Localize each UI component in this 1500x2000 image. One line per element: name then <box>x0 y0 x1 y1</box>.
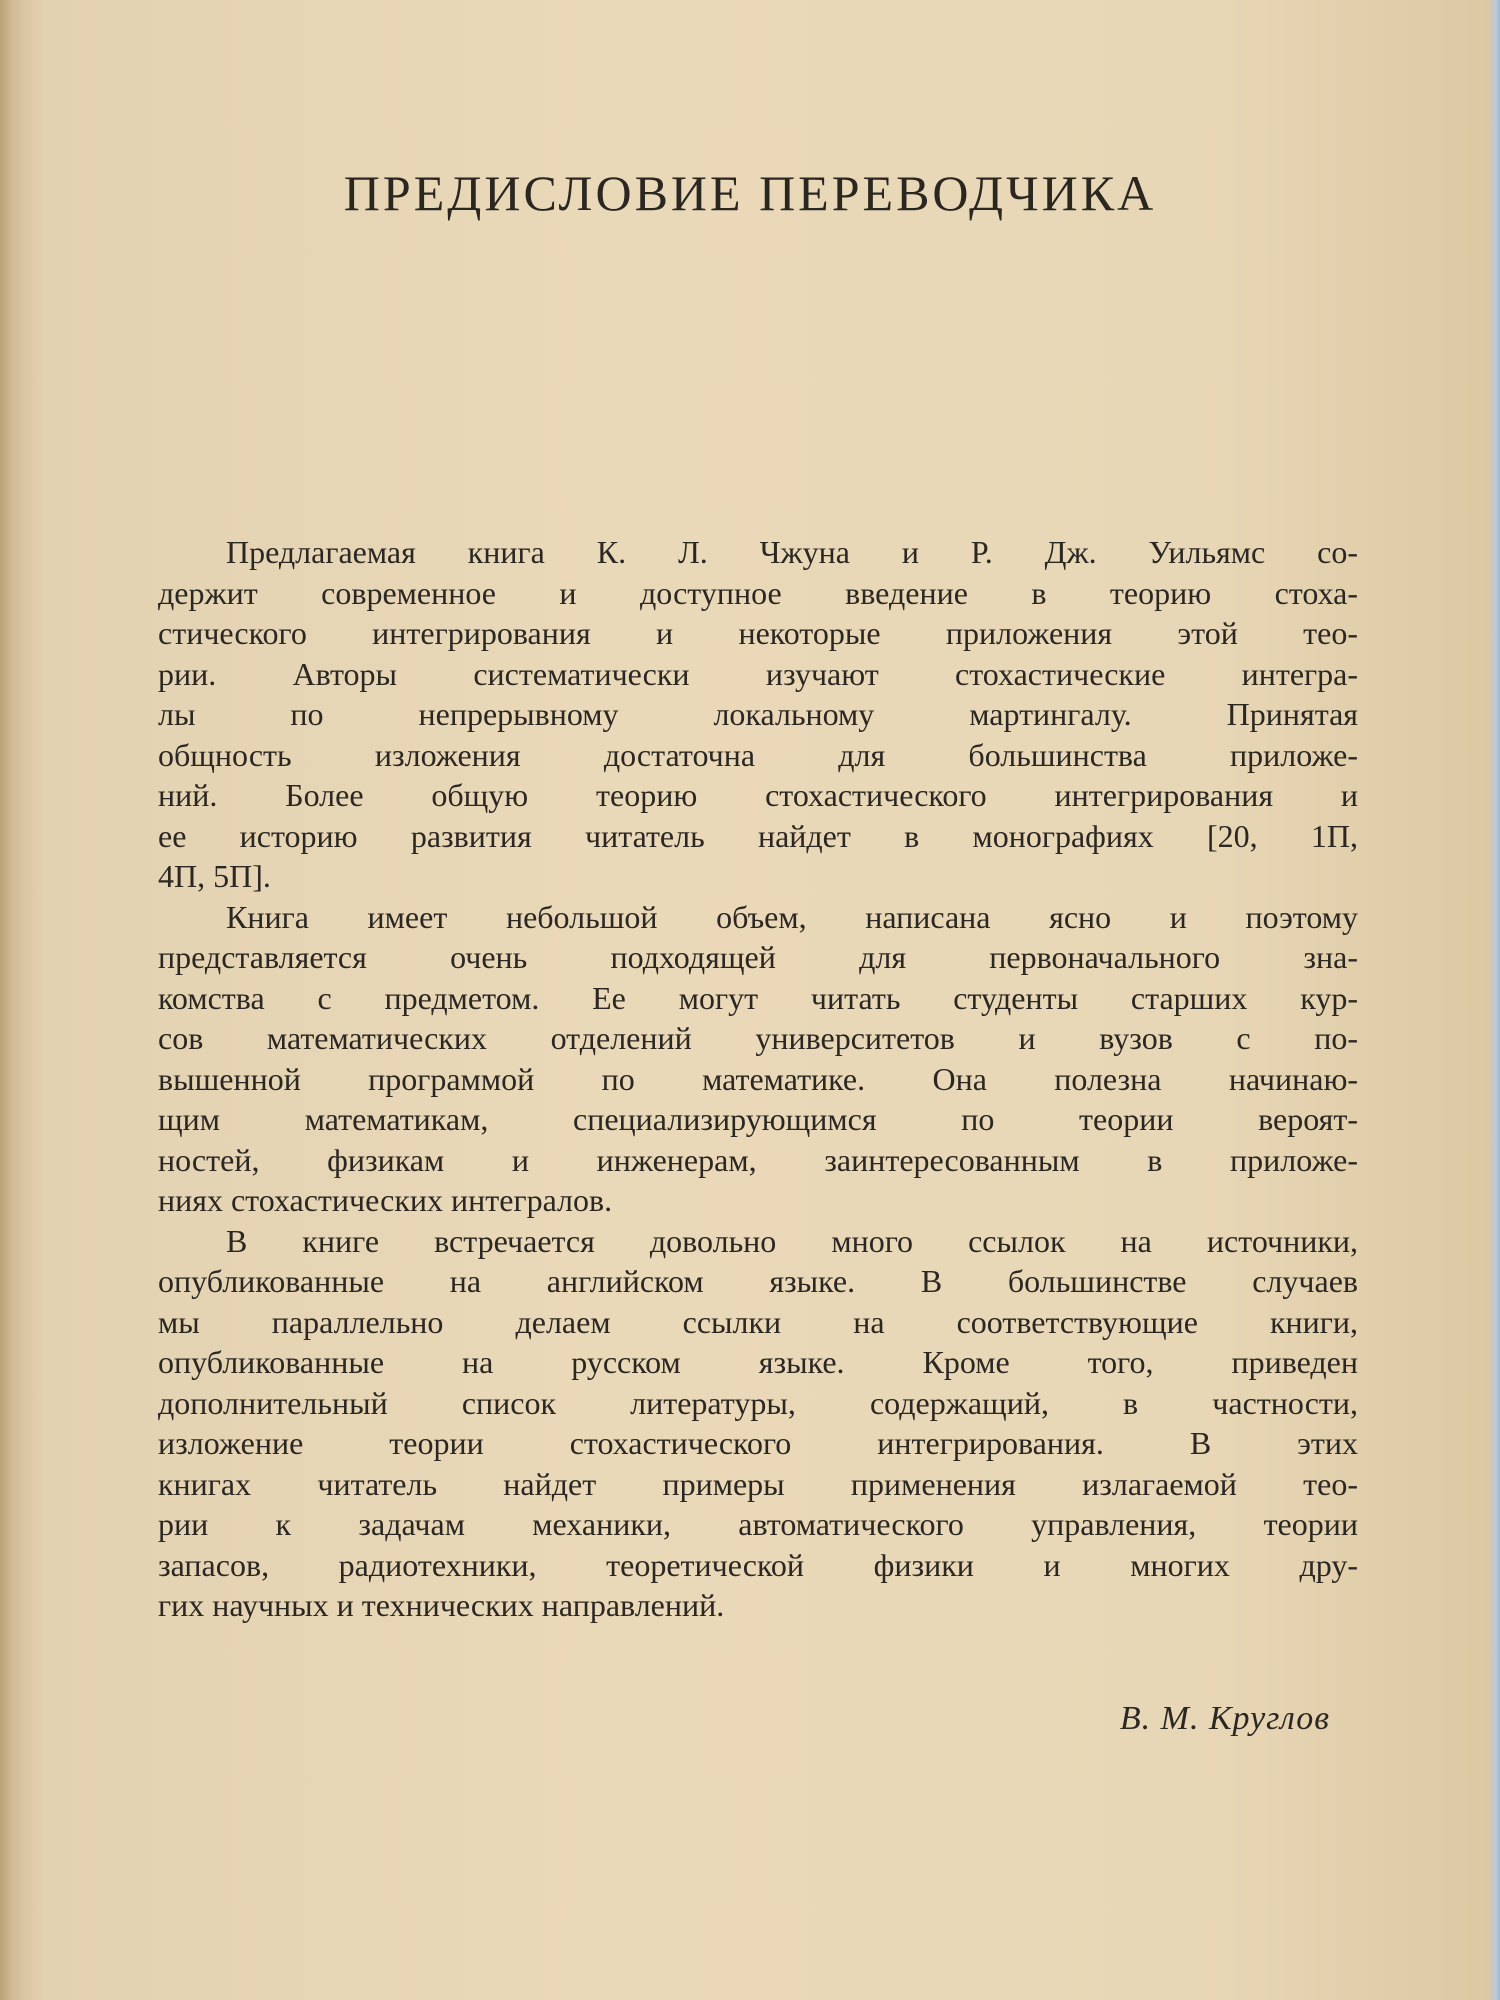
text-line: держит современное и доступное введение в теорию стоха- <box>158 574 1358 611</box>
text-line: ее историю развития читатель найдет в монографиях [20, 1П, <box>158 817 1358 854</box>
page-title: ПРЕДИСЛОВИЕ ПЕРЕВОДЧИКА <box>343 164 1157 221</box>
paragraph-1 <box>158 532 1358 897</box>
text-line: гих научных и технических направлений. <box>158 1587 725 1623</box>
text-line: изложение теории стохастического интегрирования. В этих <box>158 1425 1358 1461</box>
text-line: опубликованные на английском языке. В большинстве случаев <box>158 1263 1358 1299</box>
text-line: представляется очень подходящей для первоначального зна- <box>158 939 1358 975</box>
text-line: книгах читатель найдет примеры применения излагаемой тео- <box>158 1465 1358 1502</box>
text-line: рии. Авторы систематически изучают стохастические интегра- <box>158 655 1358 692</box>
text-line: лы по непрерывному локальному мартингалу. Принятая <box>158 696 1358 732</box>
text-line: ниях стохастических интегралов. <box>158 1182 613 1218</box>
text-line: опубликованные на русском языке. Кроме того, приведен <box>158 1344 1358 1380</box>
paragraph-2 <box>158 897 1358 1221</box>
signature: В. М. Круглов <box>1119 1700 1330 1737</box>
text-line: стического интегрирования и некоторые приложения этой тео- <box>158 615 1358 651</box>
text-line: щим математикам, специализирующимся по теории вероят- <box>158 1101 1358 1137</box>
text-line: В книге встречается довольно много ссылок на источники, <box>226 1222 1358 1259</box>
text-line: ний. Более общую теорию стохастического интегрирования и <box>158 777 1358 813</box>
preface-body <box>158 532 1358 1626</box>
text-line: Предлагаемая книга К. Л. Чжуна и Р. Дж. Уильямс со- <box>226 534 1358 570</box>
text-line: 4П, 5П]. <box>158 858 271 894</box>
text-line: Книга имеет небольшой объем, написана ясно и поэтому <box>226 898 1358 935</box>
text-line: сов математических отделений университетов и вузов с по- <box>158 1020 1358 1056</box>
text-line: мы параллельно делаем ссылки на соответствующие книги, <box>158 1303 1358 1340</box>
text-line: комства с предметом. Ее могут читать студенты старших кур- <box>158 979 1358 1016</box>
paragraph-3 <box>158 1221 1358 1626</box>
text-line: дополнительный список литературы, содержащий, в частности, <box>158 1384 1358 1421</box>
page-left-edge <box>0 0 22 2000</box>
text-line: вышенной программой по математике. Она полезна начинаю- <box>158 1060 1358 1097</box>
text-line: ностей, физикам и инженерам, заинтересованным в приложе- <box>158 1141 1358 1178</box>
page-right-edge <box>1488 0 1500 2000</box>
text-line: рии к задачам механики, автоматического управления, теории <box>158 1506 1358 1542</box>
text-line: общность изложения достаточна для большинства приложе- <box>158 736 1358 773</box>
text-line: запасов, радиотехники, теоретической физики и многих дру- <box>158 1546 1358 1583</box>
